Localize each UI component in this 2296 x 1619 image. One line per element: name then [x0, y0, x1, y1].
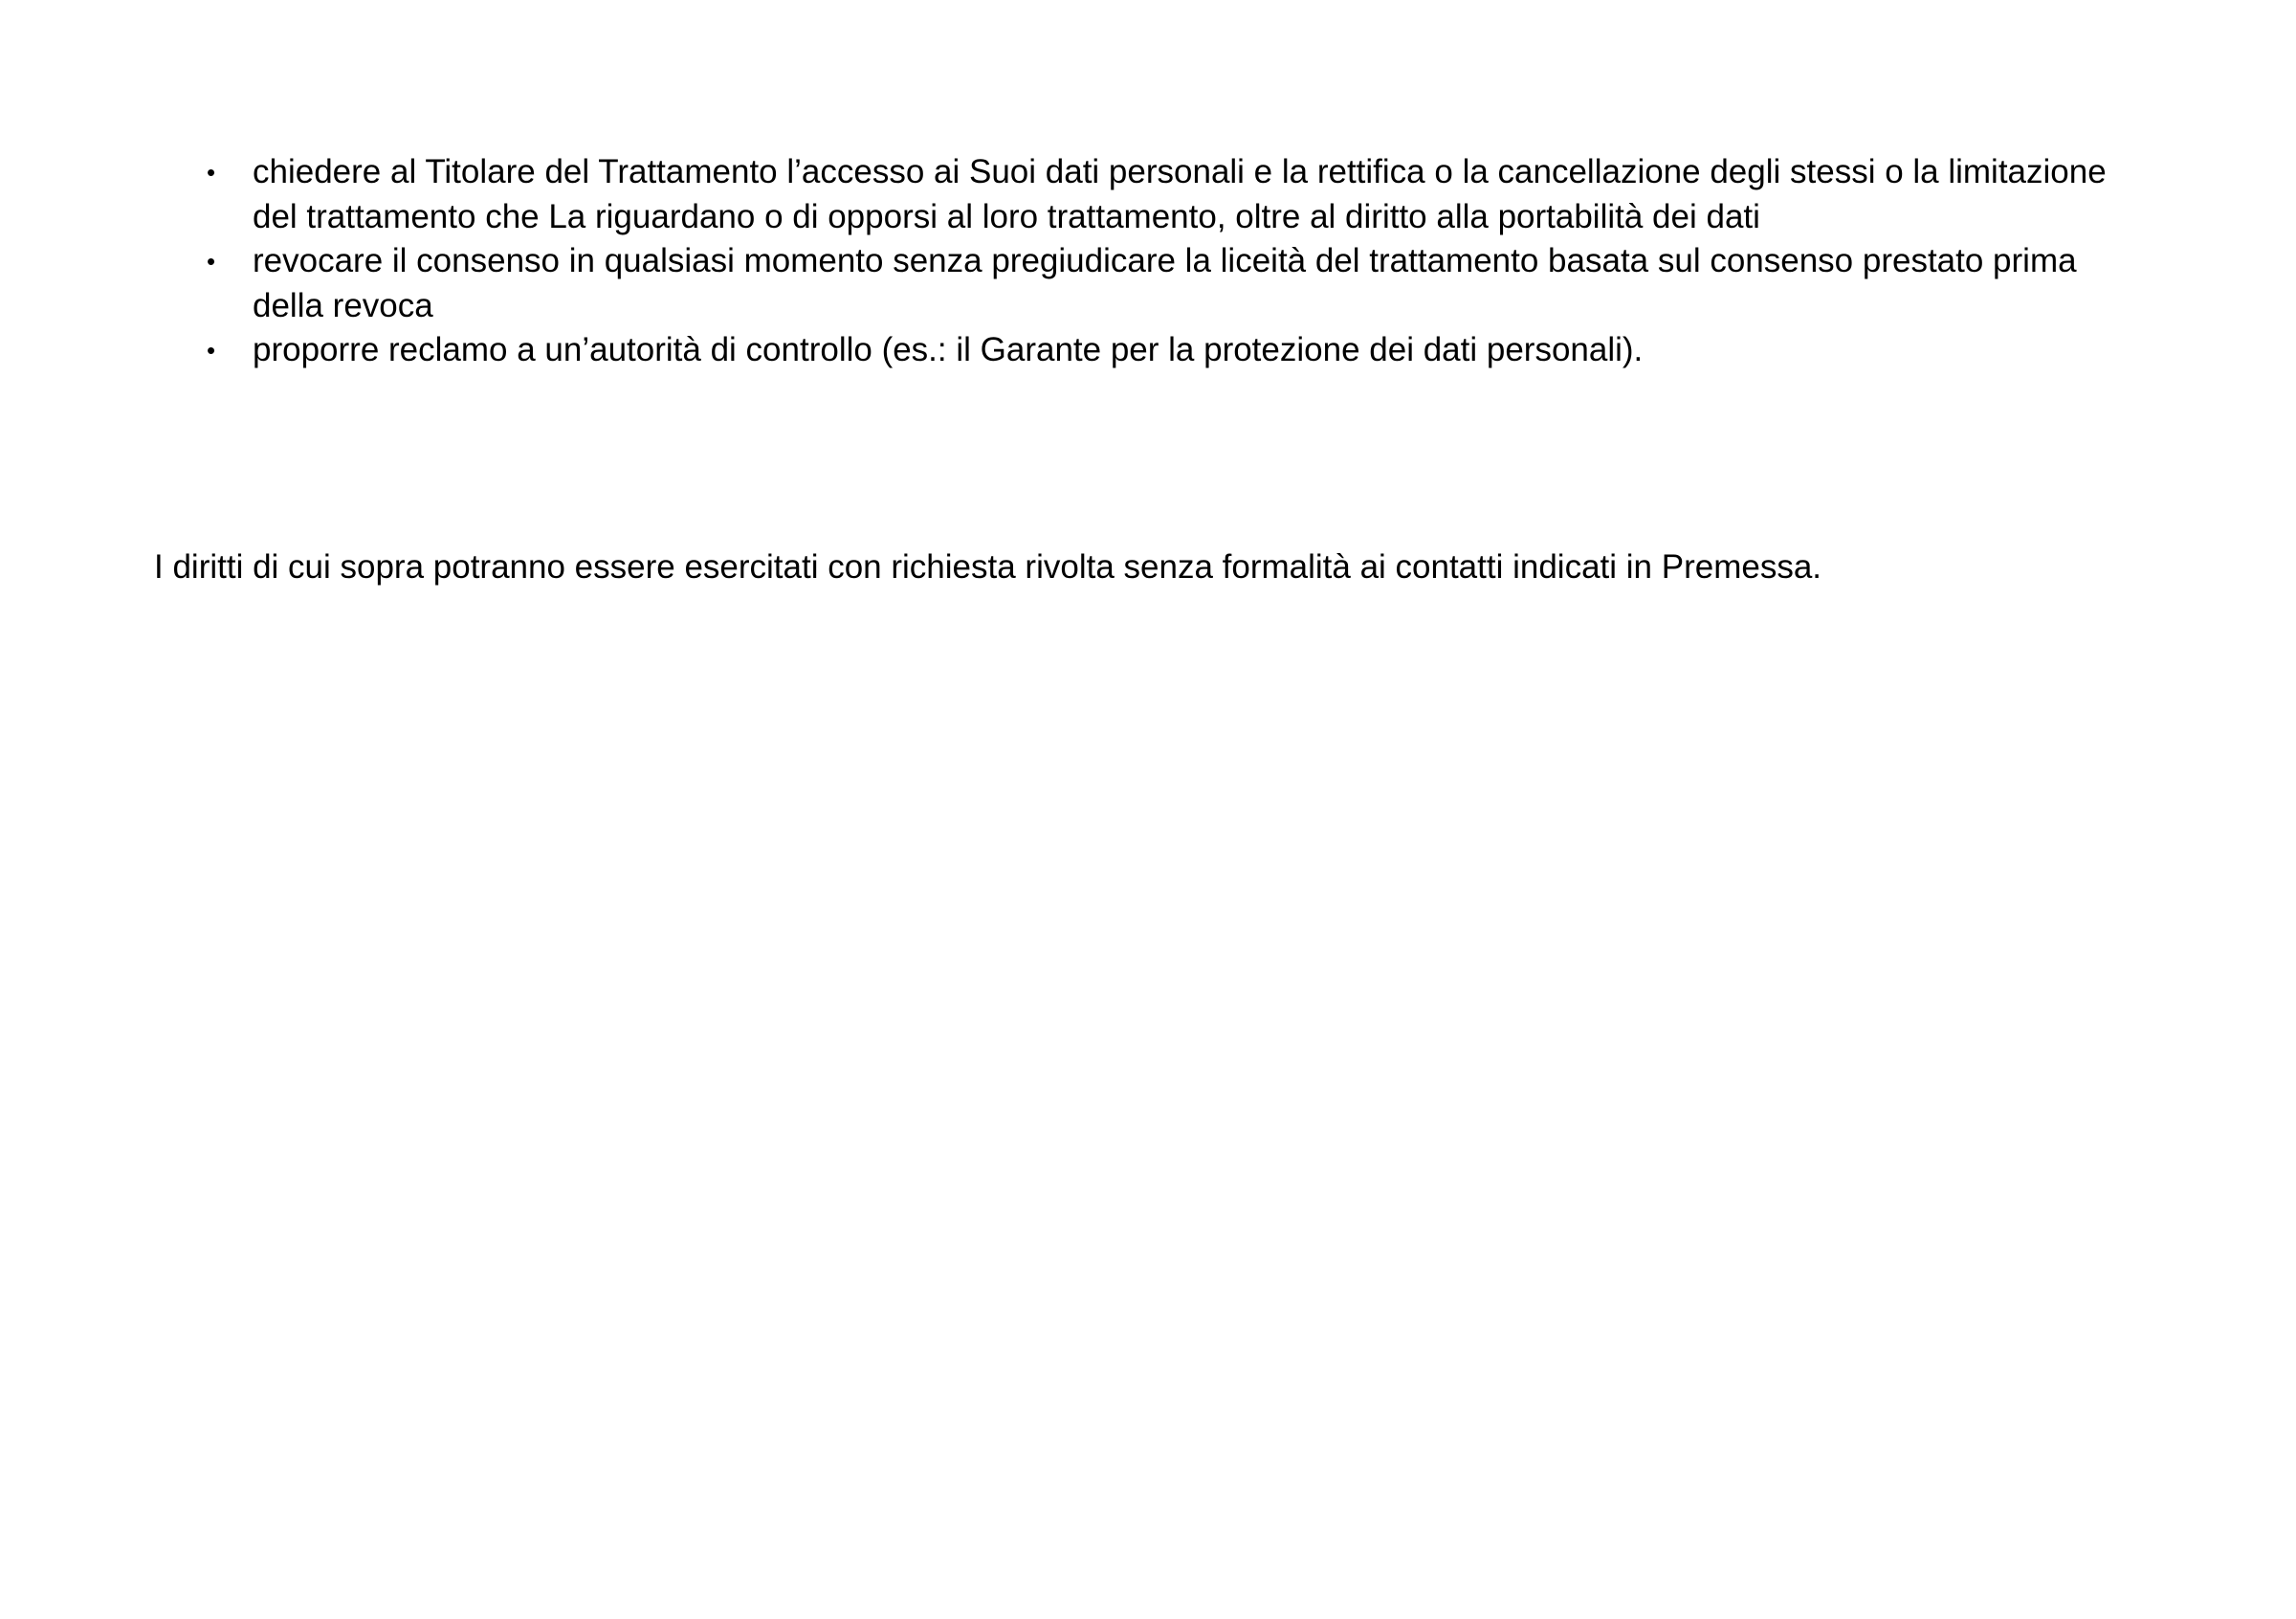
closing-paragraph: I diritti di cui sopra potranno essere esercitati con richiesta rivolta senza formalità ai contatti indicati in Premessa.: [154, 548, 1822, 586]
list-item-revoke-consent: [204, 239, 2127, 328]
bullet-icon: •: [207, 158, 216, 187]
list-item-text: revocare il consenso in qualsiasi momento senza pregiudicare la liceità del trattamento basata sul consenso prestato prima della revoca: [253, 242, 2077, 324]
bullet-icon: •: [207, 336, 216, 365]
list-item-text: chiedere al Titolare del Trattamento l’accesso ai Suoi dati personali e la rettifica o la cancellazione degli stessi o la limitazione del trattamento che La riguardano o di opporsi al loro trattamento, oltre al diritto alla portabilità dei dati: [253, 153, 2107, 235]
list-item-complaint: [204, 328, 2127, 373]
rights-list: [204, 150, 2127, 373]
list-item-text: proporre reclamo a un’autorità di controllo (es.: il Garante per la protezione dei dati personali).: [253, 331, 1644, 368]
bullet-icon: •: [207, 247, 216, 276]
list-item-access-rectification: [204, 150, 2127, 239]
